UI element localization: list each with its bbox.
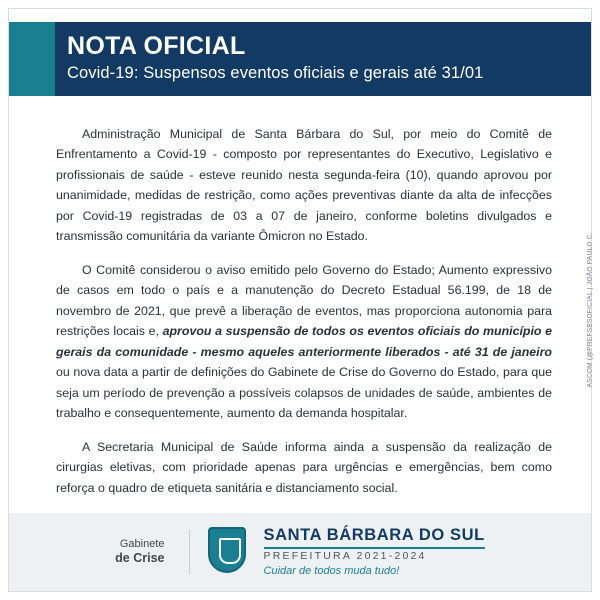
brand-prefecture: PREFEITURA 2021-2024 [263,549,427,562]
brand-city-name: SANTA BÁRBARA DO SUL [263,525,485,544]
paragraph-1: Administração Municipal de Santa Bárbara do Sul, por meio do Comitê de Enfrentamento a Covid-19 - composto por representantes do Executivo, Legislativo e profissionais de saúde - esteve reunido nesta segunda-feira (10), quando aprovou por unanimidade, medidas de restrição, como ações preventivas diante da alta de infecções por Covid-19 registradas de 03 a 07 de janeiro, conforme boletins divulgados e transmissão comunitária da variante Ômicron no Estado. [56,127,552,244]
side-credit: ASCOM (@PREFSBSOFICIAL | JOÃO PAULO C. [586,232,593,388]
footer-bar [9,513,591,591]
footer-inner [115,525,485,579]
coat-of-arms-icon [204,525,250,579]
page-subtitle: Covid-19: Suspensos eventos oficiais e gerais até 31/01 [67,64,484,83]
paragraph-2 [56,260,552,424]
paragraph-3: A Secretaria Municipal de Saúde informa ainda a suspensão da realização de cirurgias eletivas, com prioridade apenas para urgências e emergências, bem como reforça o quadro de etiqueta sanitária e distanciamento social. [56,439,552,495]
header-text-block [55,22,591,96]
shield-shape [208,527,246,573]
gabinete-de-crise-label [115,538,174,565]
brand-rule [264,547,485,549]
header-banner [9,22,591,96]
gabinete-line-2: de Crise [115,551,165,566]
gabinete-line-1: Gabinete [119,538,165,551]
body-content [56,124,552,498]
paragraph-2-text-end: ou nova data a partir de definições do Gabinete de Crise do Governo do Estado, para que seja um período de prevenção a possíveis colapsos de unidades de saúde, ambientes de trabalho e consequentemente, aumento da demanda hospitalar. [56,365,552,421]
city-brand-block [264,527,485,578]
paragraph-2-emphasis: aprovou a suspensão de todos os eventos oficiais do município e gerais da comunidade - mesmo aqueles anteriormente liberados - até 31 de janeiro [56,324,553,359]
footer-divider [189,530,190,574]
paragraph-2-text-start: O Comitê considerou o aviso emitido pelo Governo do Estado; Aumento expressivo de casos em todo o país e a manutenção do Decreto Estadual 56.199, de 18 de novembro de 2021, que prevê a liberação de eventos, mas proporciona autonomia para restrições locais e, [56,262,552,339]
brand-slogan: Cuidar de todos muda tudo! [263,564,400,577]
header-accent-bar [9,22,55,96]
page-title: NOTA OFICIAL [67,32,246,60]
